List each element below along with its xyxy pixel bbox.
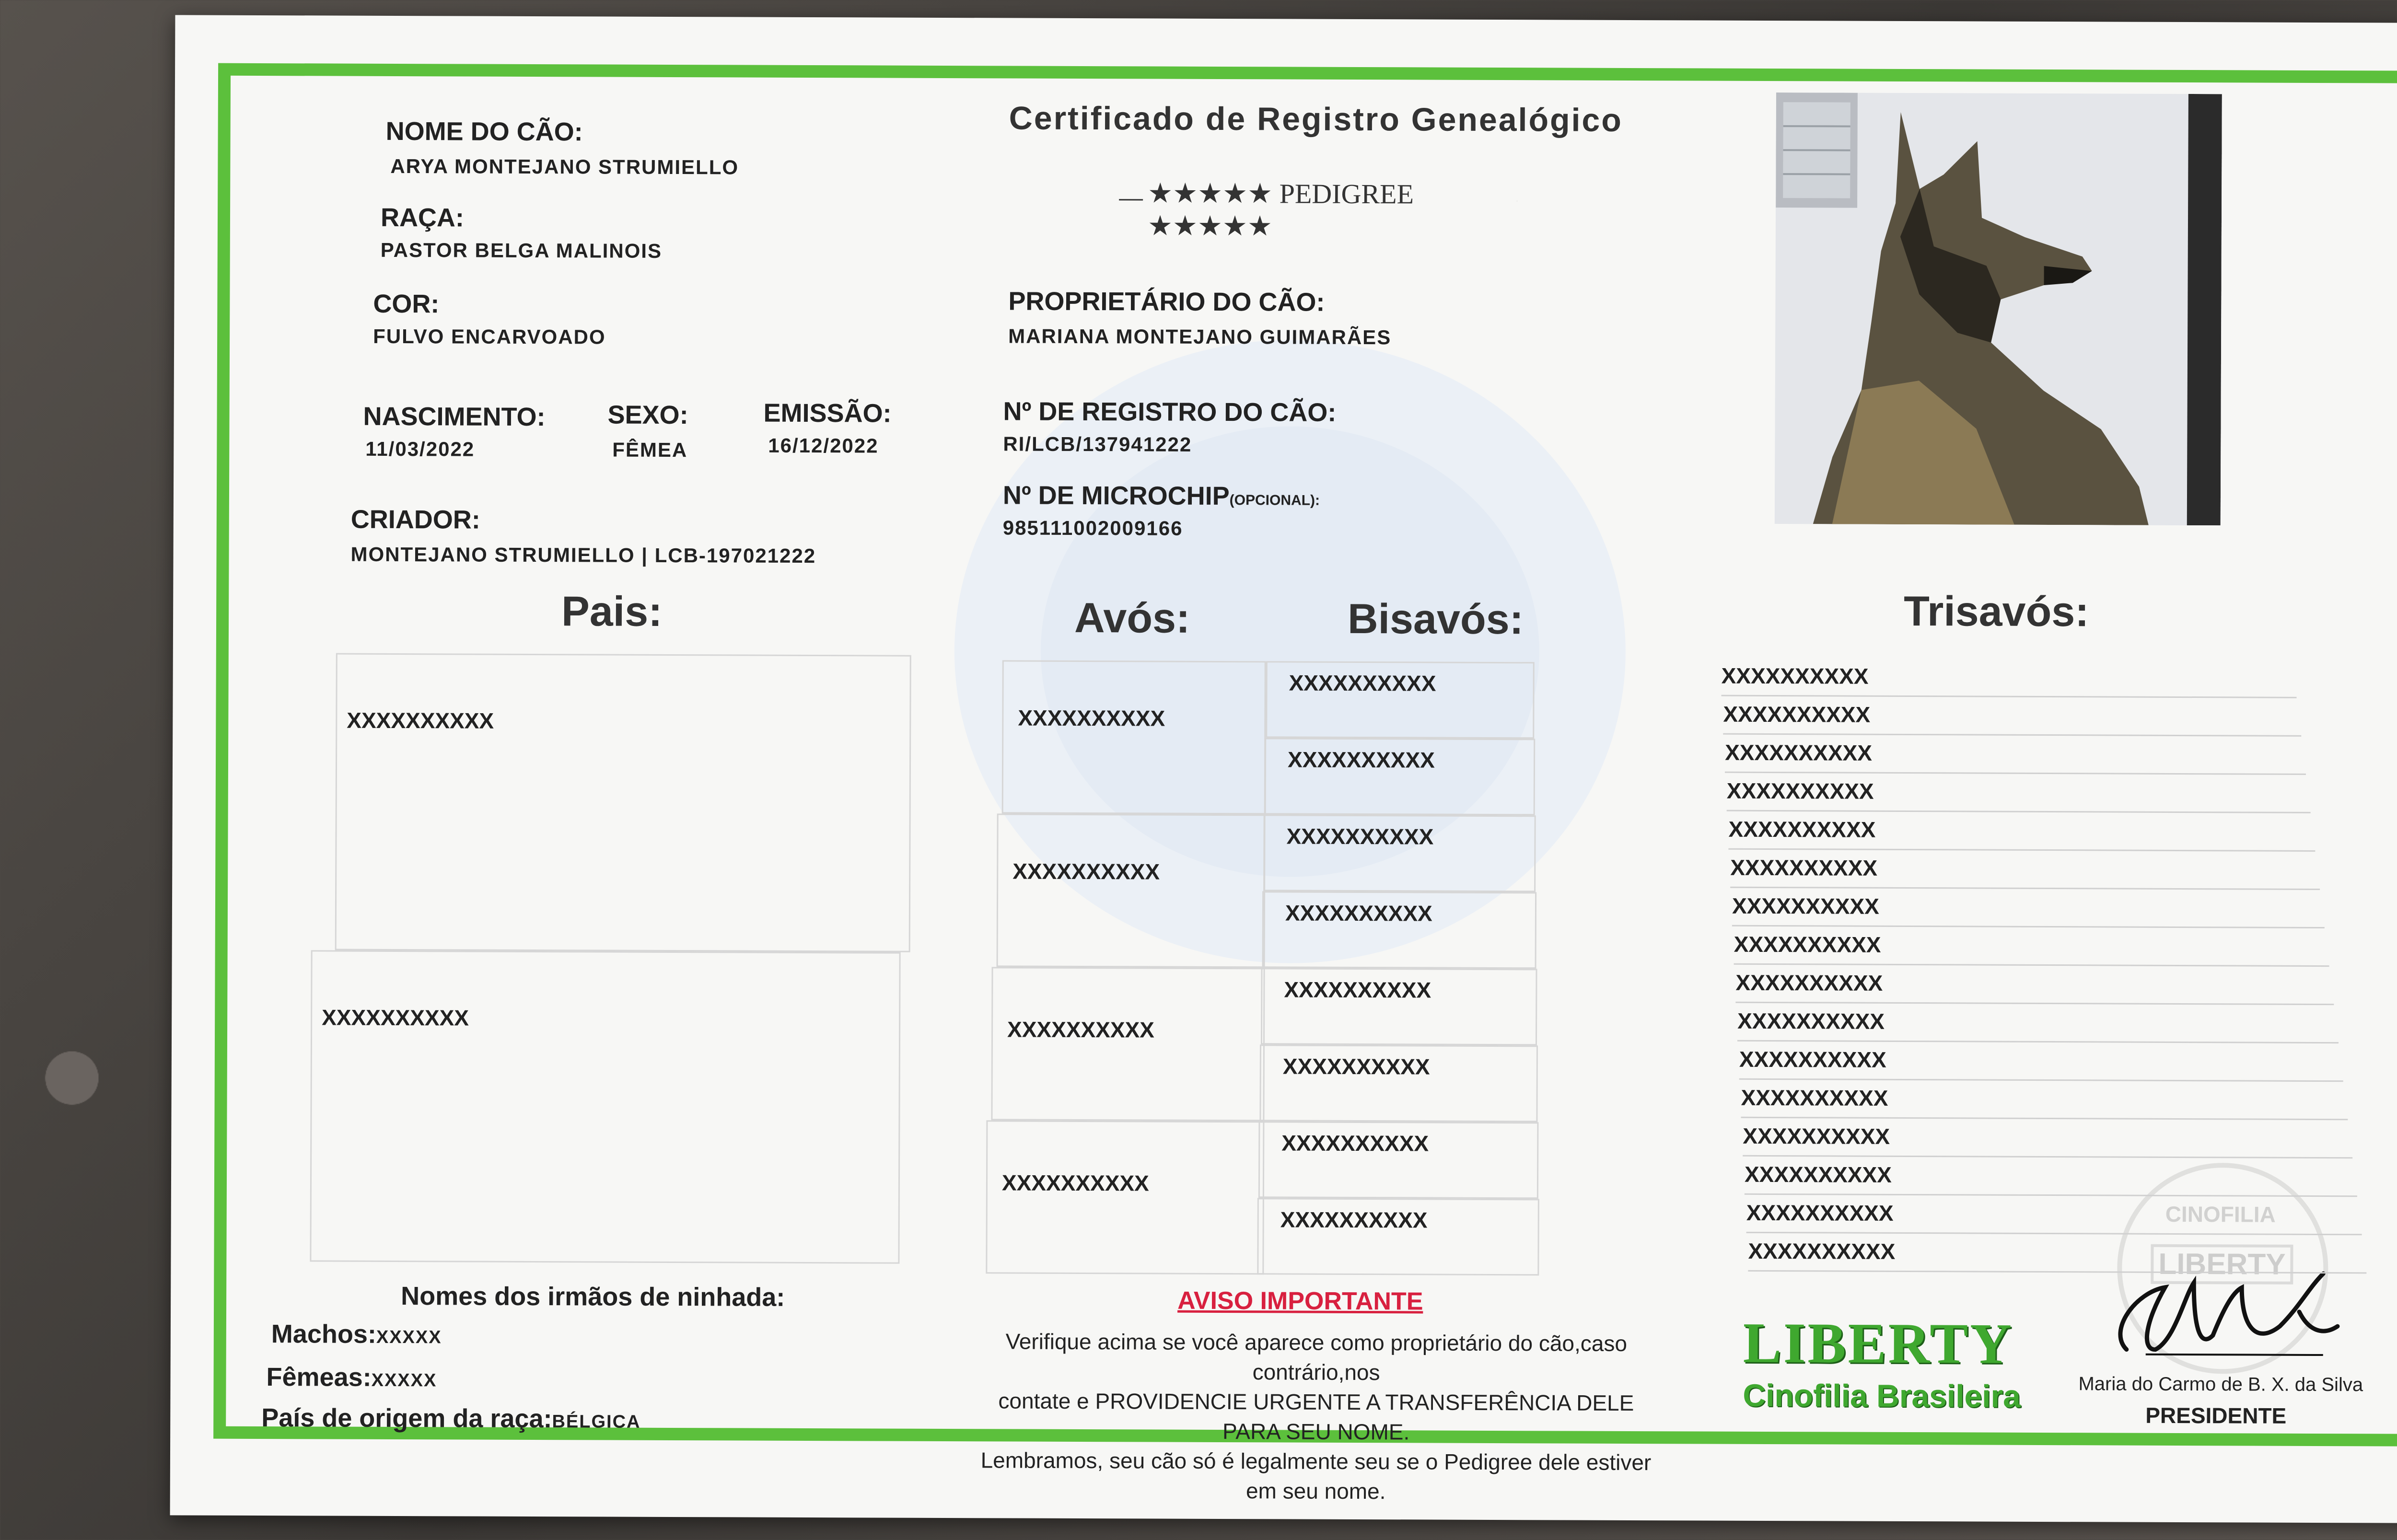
registration-value: RI/LCB/137941222 <box>1003 432 1192 456</box>
grandparent-cell <box>1002 660 1266 814</box>
signature-name: Maria do Carmo de B. X. da Silva <box>2078 1373 2363 1396</box>
grandparent-name: XXXXXXXXXX <box>1001 1170 1149 1196</box>
notice-line: contate e PROVIDENCIE URGENTE A TRANSFERÊNCIA DELE PARA SEU NOME. <box>998 1388 1634 1445</box>
seal-top-text: CINOFILIA <box>2165 1201 2276 1227</box>
parent-name: XXXXXXXXXX <box>322 1005 469 1031</box>
great-great-grandparent-row <box>1743 1118 2352 1158</box>
dog-silhouette <box>1775 93 2222 525</box>
dog-photo <box>1775 93 2222 525</box>
pedigree-label: ★★★★★ PEDIGREE ★★★★★ <box>1143 176 1517 243</box>
great-great-grandparent-row <box>1723 696 2301 737</box>
great-great-grandparent-row <box>1739 1042 2343 1082</box>
grandparent-name: XXXXXXXXXX <box>1012 858 1160 884</box>
brand-logo-subtitle: Cinofilia Brasileira <box>1743 1377 2021 1414</box>
issue-value: 16/12/2022 <box>768 434 879 457</box>
notice-line: Verifique acima se você aparece como proprietário do cão,caso contrário,nos <box>1005 1329 1628 1385</box>
great-great-grandparent-name: XXXXXXXXXX <box>1748 1238 1896 1264</box>
great-great-grandparent-row <box>1730 850 2320 890</box>
owner-value: MARIANA MONTEJANO GUIMARÃES <box>1008 324 1392 349</box>
notice-text <box>966 1326 1666 1507</box>
registration-label: Nº DE REGISTRO DO CÃO: <box>1003 397 1337 427</box>
great-great-grandparent-row <box>1727 773 2311 813</box>
notice-line: Lembramos, seu cão só é legalmente seu se o Pedigree dele estiver em seu nome. <box>980 1447 1652 1504</box>
breeder-value: MONTEJANO STRUMIELLO | LCB-197021222 <box>350 543 816 567</box>
microchip-value: 985111002009166 <box>1002 516 1183 540</box>
great-grandparent-name: XXXXXXXXXX <box>1282 1054 1430 1079</box>
brand-logo-name: LIBERTY <box>1743 1310 2014 1376</box>
great-grandparents-column <box>175 15 2397 23</box>
certificate-title: Certificado de Registro Genealógico <box>1009 100 1623 139</box>
color-value: FULVO ENCARVOADO <box>373 324 606 348</box>
litter-title: Nomes dos irmãos de ninhada: <box>401 1282 785 1312</box>
males-row <box>271 1319 442 1349</box>
issue-label: EMISSÃO: <box>763 398 892 428</box>
great-grandparent-name: XXXXXXXXXX <box>1281 1130 1429 1156</box>
certificate-sheet <box>170 15 2397 1523</box>
great-great-grandparent-name: XXXXXXXXXX <box>1721 663 1869 689</box>
great-grandparent-cell <box>1263 814 1536 892</box>
dog-name-value: ARYA MONTEJANO STRUMIELLO <box>390 154 739 179</box>
great-grandparent-name: XXXXXXXXXX <box>1287 747 1435 773</box>
seal-mid-text: LIBERTY <box>2151 1244 2293 1285</box>
parent-name: XXXXXXXXXX <box>347 707 494 733</box>
parents-header: Pais: <box>561 587 663 635</box>
origin-label: País de origem da raça: <box>261 1403 552 1434</box>
great-great-grandparent-name: XXXXXXXXXX <box>1744 1161 1892 1187</box>
origin-value: BÉLGICA <box>552 1412 641 1432</box>
great-great-grandparent-name: XXXXXXXXXX <box>1725 740 1873 765</box>
grandparent-cell <box>991 967 1265 1121</box>
great-grandparent-name: XXXXXXXXXX <box>1284 977 1431 1003</box>
microchip-label-text: Nº DE MICROCHIP <box>1002 481 1230 511</box>
great-great-grandparents-header: Trisavós: <box>1903 587 2089 636</box>
grandparents-header: Avós: <box>1074 593 1190 642</box>
sex-label: SEXO: <box>607 400 688 430</box>
great-great-grandparent-name: XXXXXXXXXX <box>1723 701 1871 727</box>
females-row <box>266 1362 437 1392</box>
great-great-grandparent-row <box>1737 1003 2339 1043</box>
great-great-grandparent-name: XXXXXXXXXX <box>1734 931 1881 957</box>
signature-role: PRESIDENTE <box>2145 1402 2287 1428</box>
parent-cell <box>335 653 911 952</box>
great-great-grandparent-row <box>1722 658 2297 698</box>
great-great-grandparent-row <box>1748 1233 2366 1274</box>
great-great-grandparent-name: XXXXXXXXXX <box>1741 1085 1888 1111</box>
great-great-grandparent-row <box>1746 1195 2362 1235</box>
grandparent-name: XXXXXXXXXX <box>1007 1017 1155 1042</box>
great-grandparent-cell <box>1262 891 1537 969</box>
origin-row <box>261 1403 640 1434</box>
grandparent-cell <box>986 1120 1264 1274</box>
great-grandparent-cell <box>1265 738 1536 815</box>
great-grandparent-cell <box>1258 1121 1539 1199</box>
great-great-grandparent-name: XXXXXXXXXX <box>1739 1046 1886 1072</box>
great-great-grandparent-row <box>1728 811 2315 852</box>
great-great-grandparent-name: XXXXXXXXXX <box>1743 1123 1890 1149</box>
males-label: Machos: <box>271 1320 377 1349</box>
great-great-grandparent-name: XXXXXXXXXX <box>1730 855 1878 880</box>
birth-value: 11/03/2022 <box>365 437 475 461</box>
pedigree-banner <box>1119 176 1517 242</box>
great-grandparent-cell <box>1257 1198 1539 1275</box>
great-great-grandparent-row <box>1741 1080 2348 1120</box>
great-grandparents-header: Bisavós: <box>1347 594 1524 643</box>
notice-title: AVISO IMPORTANTE <box>1177 1286 1423 1316</box>
great-grandparent-cell <box>1266 661 1535 739</box>
birth-label: NASCIMENTO: <box>363 402 546 432</box>
great-great-grandparent-name: XXXXXXXXXX <box>1726 778 1874 804</box>
great-grandparent-name: XXXXXXXXXX <box>1289 670 1436 696</box>
great-grandparent-name: XXXXXXXXXX <box>1280 1207 1428 1233</box>
great-grandparent-cell <box>1261 968 1537 1045</box>
great-great-grandparent-row <box>1732 888 2325 928</box>
great-grandparent-cell <box>1259 1044 1538 1122</box>
males-value: XXXXX <box>376 1327 442 1348</box>
females-value: XXXXX <box>371 1370 437 1391</box>
breed-label: RAÇA: <box>380 203 465 232</box>
great-grandparent-name: XXXXXXXXXX <box>1285 900 1432 926</box>
sex-value: FÊMEA <box>612 438 688 462</box>
great-great-grandparent-name: XXXXXXXXXX <box>1737 1008 1885 1034</box>
breeder-label: CRIADOR: <box>350 505 480 534</box>
microchip-label <box>1003 480 1320 511</box>
dog-name-label: NOME DO CÃO: <box>385 116 583 147</box>
great-great-grandparent-row <box>1745 1157 2357 1197</box>
great-great-grandparent-row <box>1725 735 2306 775</box>
great-great-grandparent-row <box>1734 926 2329 967</box>
grandparent-name: XXXXXXXXXX <box>1018 705 1165 731</box>
grandparent-cell <box>997 813 1266 968</box>
females-label: Fêmeas: <box>266 1363 372 1392</box>
great-great-grandparents-column <box>175 15 2397 23</box>
breed-value: PASTOR BELGA MALINOIS <box>380 238 663 262</box>
great-grandparent-name: XXXXXXXXXX <box>1286 823 1434 849</box>
owner-label: PROPRIETÁRIO DO CÃO: <box>1008 287 1325 317</box>
microchip-optional: (OPCIONAL): <box>1229 492 1320 509</box>
great-great-grandparent-row <box>1735 965 2334 1005</box>
great-great-grandparent-name: XXXXXXXXXX <box>1732 893 1879 919</box>
color-label: COR: <box>373 289 440 319</box>
great-great-grandparent-name: XXXXXXXXXX <box>1728 816 1876 842</box>
parent-cell <box>310 950 900 1263</box>
great-great-grandparent-name: XXXXXXXXXX <box>1746 1200 1894 1226</box>
great-great-grandparent-name: XXXXXXXXXX <box>1735 970 1883 996</box>
